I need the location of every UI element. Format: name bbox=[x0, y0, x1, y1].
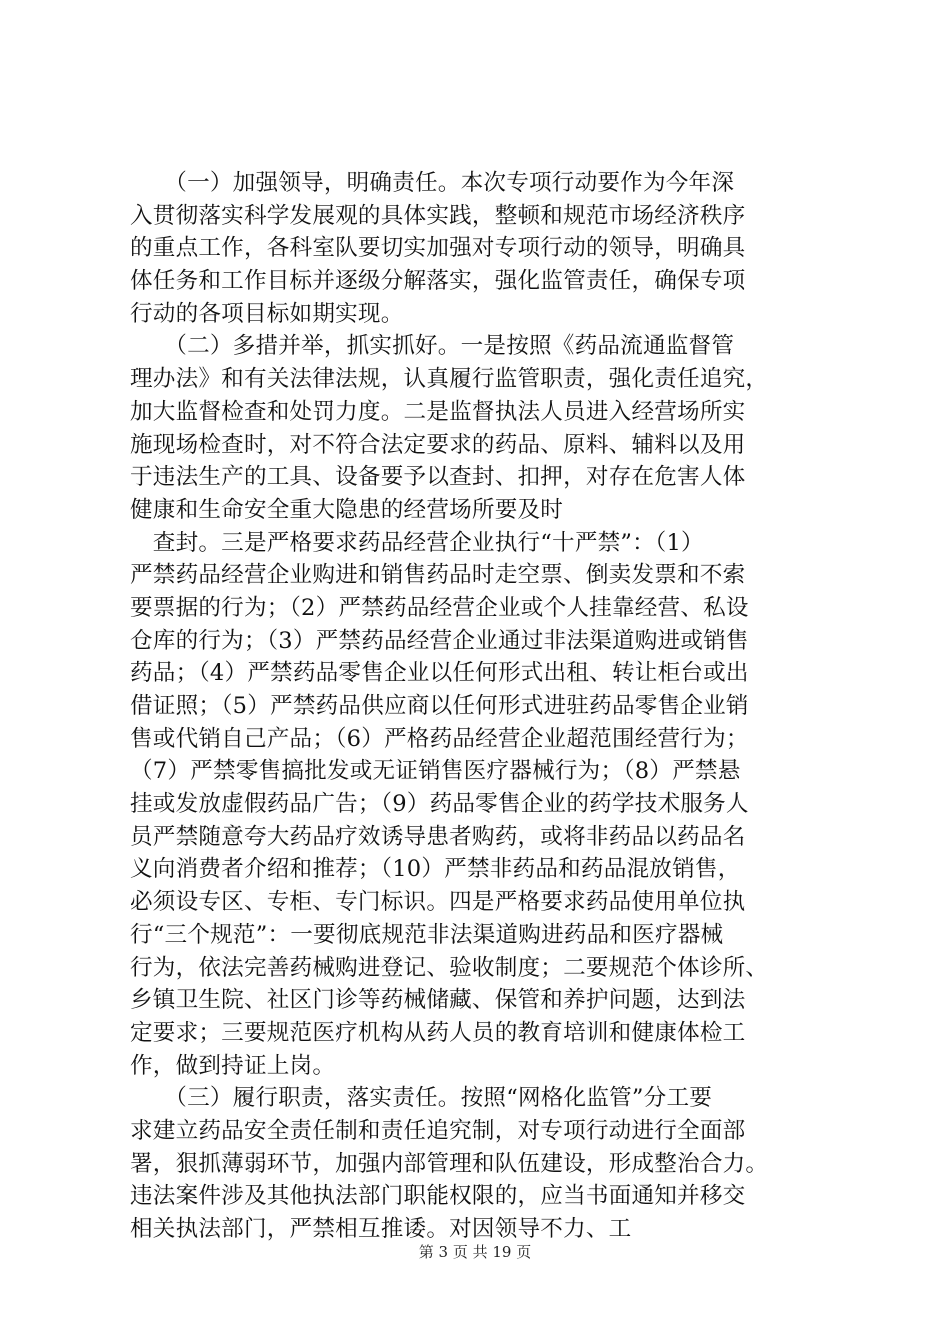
text-line: 体任务和工作目标并逐级分解落实，强化监管责任，确保专项 bbox=[130, 268, 746, 295]
text-line: （一）加强领导，明确责任。本次专项行动要作为今年深 bbox=[130, 170, 735, 196]
text-line: 必须设专区、专柜、专门标识。四是严格要求药品使用单位执 bbox=[130, 889, 746, 916]
text-line: 施现场检查时，对不符合法定要求的药品、原料、辅料以及用 bbox=[130, 431, 746, 458]
text-line: 定要求；三要规范医疗机构从药人员的教育培训和健康体检工 bbox=[130, 1019, 746, 1046]
text-line: 药品；（4）严禁药品零售企业以任何形式出租、转让柜台或出 bbox=[130, 660, 749, 687]
text-line: 的重点工作，各科室队要切实加强对专项行动的领导，明确具 bbox=[130, 235, 746, 262]
text-line: 求建立药品安全责任制和责任追究制，对专项行动进行全面部 bbox=[130, 1117, 746, 1144]
text-line: （7）严禁零售搞批发或无证销售医疗器械行为；（8）严禁悬 bbox=[130, 758, 741, 785]
text-line: 行“三个规范”：一要彻底规范非法渠道购进药品和医疗器械 bbox=[130, 921, 724, 948]
text-line: 严禁药品经营企业购进和销售药品时走空票、倒卖发票和不索 bbox=[130, 562, 746, 589]
text-line: 借证照；（5）严禁药品供应商以任何形式进驻药品零售企业销 bbox=[130, 693, 749, 719]
text-line: 仓库的行为；（3）严禁药品经营企业通过非法渠道购进或销售 bbox=[130, 627, 749, 654]
text-line: 入贯彻落实科学发展观的具体实践，整顿和规范市场经济秩序 bbox=[130, 202, 746, 229]
text-line: 挂或发放虚假药品广告；（9）药品零售企业的药学技术服务人 bbox=[130, 791, 749, 818]
text-line: 健康和生命安全重大隐患的经营场所要及时 bbox=[130, 496, 564, 523]
text-line: 员严禁随意夸大药品疗效诱导患者购药，或将非药品以药品名 bbox=[130, 823, 746, 850]
text-line: （三）履行职责，落实责任。按照“网格化监管”分工要 bbox=[130, 1085, 713, 1112]
text-line: 违法案件涉及其他执法部门职能权限的，应当书面通知并移交 bbox=[130, 1183, 746, 1210]
text-line: 乡镇卫生院、社区门诊等药械储藏、保管和养护问题，达到法 bbox=[130, 987, 746, 1014]
document-body bbox=[130, 167, 830, 1246]
text-line: 行为，依法完善药械购进登记、验收制度；二要规范个体诊所、 bbox=[130, 954, 769, 981]
text-line: 义向消费者介绍和推荐；（10）严禁非药品和药品混放销售， bbox=[130, 856, 741, 883]
page-number-footer: 第 3 页 共 19 页 bbox=[418, 1243, 532, 1261]
text-line: 作，做到持证上岗。 bbox=[130, 1052, 336, 1079]
text-line: 行动的各项目标如期实现。 bbox=[130, 300, 404, 327]
text-line: 署，狠抓薄弱环节，加强内部管理和队伍建设，形成整治合力。 bbox=[130, 1150, 769, 1177]
text-line: 理办法》和有关法律法规，认真履行监管职责，强化责任追究， bbox=[130, 366, 769, 393]
text-line: 加大监督检查和处罚力度。二是监督执法人员进入经营场所实 bbox=[130, 398, 746, 425]
text-line: 查封。三是严格要求药品经营企业执行“十严禁”：（1） bbox=[130, 529, 704, 556]
text-line: 要票据的行为；（2）严禁药品经营企业或个人挂靠经营、私设 bbox=[130, 594, 749, 621]
text-line: 相关执法部门，严禁相互推诿。对因领导不力、工 bbox=[130, 1216, 632, 1242]
text-line: 于违法生产的工具、设备要予以查封、扣押，对存在危害人体 bbox=[130, 464, 746, 491]
text-line: 售或代销自己产品；（6）严格药品经营企业超范围经营行为； bbox=[130, 725, 749, 752]
text-line: （二）多措并举，抓实抓好。一是按照《药品流通监督管 bbox=[130, 333, 735, 360]
